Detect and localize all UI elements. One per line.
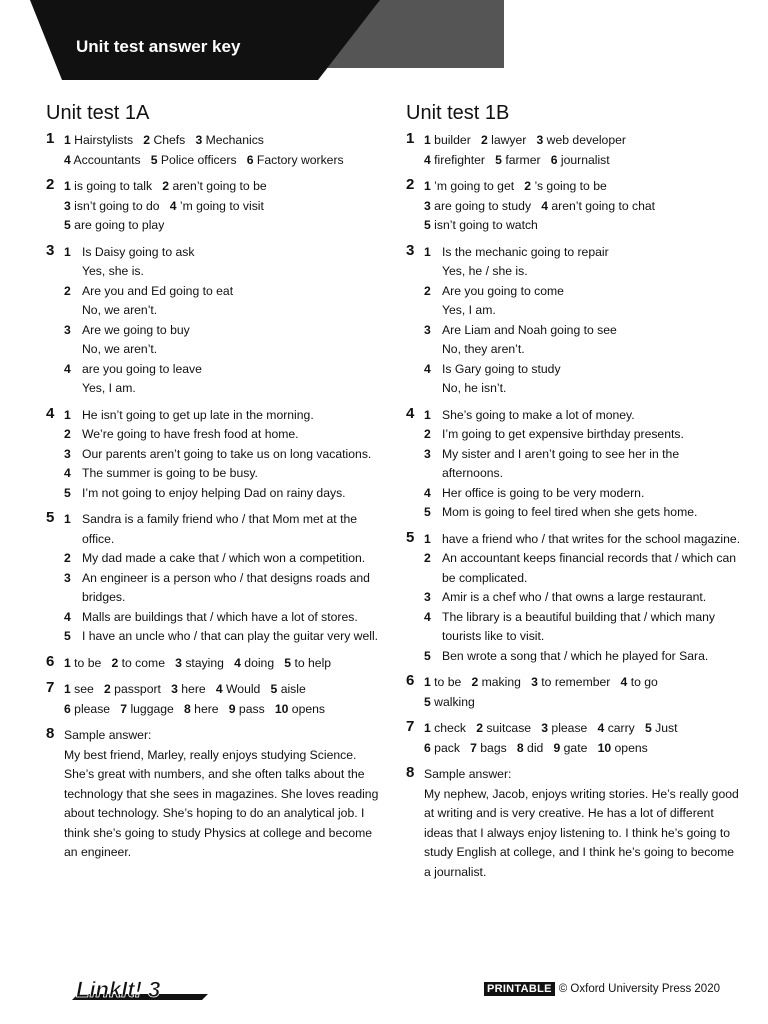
- answer-item: [424, 647, 741, 667]
- answer-line: [424, 719, 741, 739]
- question-7: [406, 719, 741, 758]
- short-answer: Yes, he / she is.: [442, 264, 528, 278]
- item-number: 3: [424, 198, 431, 213]
- answer-line: [424, 673, 741, 693]
- item-number: 5: [424, 505, 431, 519]
- answer-line: [64, 197, 381, 217]
- item-number: 2: [476, 721, 483, 735]
- item-number: 1: [64, 682, 71, 696]
- linkit-logo: [62, 974, 210, 1002]
- footer-copyright: [484, 982, 720, 996]
- answer: luggage: [130, 701, 174, 716]
- answer: passport: [114, 682, 161, 696]
- answer-line: [424, 151, 741, 171]
- answer: to be: [434, 675, 462, 689]
- item-number: 5: [424, 694, 431, 709]
- question-number: 8: [406, 764, 415, 781]
- question-number: 2: [406, 176, 415, 193]
- answer: Sandra is a family friend who / that Mom met at the office.: [82, 512, 358, 546]
- item-number: 2: [111, 655, 119, 670]
- answer: I’m going to get expensive birthday presents.: [442, 427, 684, 441]
- item-number: 2: [424, 427, 431, 441]
- question-8: [46, 726, 381, 863]
- answer-item: [64, 569, 381, 608]
- item-number: 9: [553, 740, 561, 755]
- answer: Accountants: [73, 152, 141, 167]
- item-number: 7: [120, 701, 128, 716]
- question-number: 7: [406, 718, 415, 735]
- answer-item: [64, 608, 381, 628]
- item-number: 7: [470, 740, 477, 755]
- question-text: Are we going to buy: [82, 322, 190, 337]
- answer-line: [424, 216, 741, 236]
- answer: bags: [480, 740, 507, 755]
- item-number: 4: [64, 609, 71, 624]
- item-number: 4: [64, 152, 71, 167]
- question-3: [46, 243, 381, 399]
- question-1: [406, 131, 741, 170]
- item-number: 5: [284, 655, 292, 670]
- item-number: 1: [424, 133, 431, 147]
- answer: ’m going to get: [434, 179, 515, 193]
- answer-item: [64, 627, 381, 647]
- answer-item: [424, 406, 741, 426]
- question-6: [406, 673, 741, 712]
- answer-line: [64, 680, 381, 700]
- short-answer: Yes, she is.: [82, 264, 144, 278]
- page-title: Unit test answer key: [76, 37, 241, 56]
- answer-line: [424, 197, 741, 217]
- item-number: 5: [424, 648, 431, 663]
- answer: opens: [614, 740, 648, 755]
- question-text: Is the mechanic going to repair: [442, 244, 609, 259]
- answer: Would: [226, 682, 261, 696]
- answer: Mom is going to feel tired when she gets home.: [442, 505, 698, 519]
- answer-line: [64, 177, 381, 197]
- item-number: 4: [169, 198, 177, 213]
- answer: Amir is a chef who / that owns a large restaurant.: [442, 590, 707, 604]
- answer: Hairstylists: [74, 133, 134, 147]
- answer-item: [424, 445, 741, 484]
- item-number: 1: [64, 244, 71, 259]
- item-number: 4: [424, 485, 431, 500]
- answer-item: [424, 530, 741, 550]
- answer: gate: [563, 740, 588, 755]
- unit-title: Unit test 1B: [406, 102, 510, 124]
- question-text: Are you going to come: [442, 283, 564, 298]
- item-number: 10: [597, 740, 612, 755]
- question-number: 1: [46, 130, 55, 147]
- item-number: 1: [64, 407, 71, 422]
- item-number: 1: [64, 179, 71, 193]
- sample-answer-text: My best friend, Marley, really enjoys studying Science. She’s great with numbers, and she often talks about the technology that she sees in magazines. She loves reading about technology. She’s hoping to do an analytical job. I think she’s going to study Physics at college and become an engineer.: [64, 747, 379, 859]
- item-number: 3: [195, 133, 203, 147]
- item-number: 4: [64, 361, 71, 376]
- answer-line: [424, 131, 741, 151]
- answer: The library is a beautiful building that / which many tourists like to visit.: [442, 609, 716, 643]
- item-number: 3: [171, 682, 178, 696]
- question-number: 4: [46, 404, 55, 422]
- item-number: 2: [104, 682, 111, 696]
- question-3: [406, 243, 741, 399]
- question-number: 3: [46, 241, 55, 259]
- answer-item: [424, 608, 741, 647]
- answer-item: [64, 464, 381, 484]
- answer: Factory workers: [256, 152, 344, 167]
- item-number: 6: [246, 152, 254, 167]
- item-number: 2: [143, 133, 151, 147]
- answer: doing: [244, 655, 275, 670]
- answer-line: [64, 654, 381, 674]
- item-number: 8: [516, 740, 524, 755]
- answer: check: [434, 721, 467, 735]
- question-7: [46, 680, 381, 719]
- item-number: 1: [64, 512, 71, 526]
- answer: My dad made a cake that / which won a competition.: [82, 551, 366, 565]
- answer: see: [74, 682, 94, 696]
- answer: carry: [607, 721, 635, 735]
- answer: to remember: [541, 675, 611, 689]
- answer-line: [64, 700, 381, 720]
- item-number: 1: [424, 407, 431, 422]
- answer: Her office is going to be very modern.: [442, 485, 645, 500]
- copyright-text: © Oxford University Press 2020: [558, 983, 720, 995]
- answer: to help: [294, 655, 332, 670]
- question-number: 1: [406, 130, 415, 147]
- question-4: [46, 406, 381, 504]
- answer-item: [424, 321, 741, 360]
- short-answer: No, they aren’t.: [442, 342, 525, 356]
- answer: opens: [291, 701, 326, 716]
- answer: Police officers: [160, 152, 237, 167]
- answer: pass: [238, 701, 265, 716]
- item-number: 3: [424, 590, 431, 604]
- item-number: 5: [150, 152, 158, 167]
- item-number: 3: [64, 446, 71, 461]
- answer: making: [481, 675, 521, 689]
- item-number: 4: [597, 721, 605, 735]
- answer: aren’t going to chat: [551, 198, 656, 213]
- answer: here: [194, 701, 219, 716]
- item-number: 1: [64, 655, 71, 670]
- answer: to come: [121, 655, 165, 670]
- unit-title: Unit test 1A: [46, 102, 150, 124]
- short-answer: No, we aren’t.: [82, 303, 158, 317]
- answer: web developer: [546, 133, 626, 147]
- question-2: [46, 177, 381, 236]
- question-text: Are you and Ed going to eat: [82, 283, 234, 298]
- question-number: 6: [406, 672, 415, 689]
- question-1: [46, 131, 381, 170]
- answer-item: [64, 445, 381, 465]
- item-number: 2: [524, 179, 532, 193]
- question-6: [46, 654, 381, 674]
- answer: Ben wrote a song that / which he played for Sara.: [442, 648, 709, 663]
- answer: I’m not going to enjoy helping Dad on rainy days.: [82, 485, 346, 500]
- item-number: 6: [64, 701, 71, 716]
- item-number: 4: [424, 152, 431, 167]
- answer: I have an uncle who / that can play the guitar very well.: [82, 629, 379, 643]
- answer-item: [424, 243, 741, 282]
- question-5: [46, 510, 381, 647]
- answer: suitcase: [486, 721, 532, 735]
- answer-item: [64, 243, 381, 282]
- item-number: 3: [175, 655, 182, 670]
- answer: here: [181, 682, 206, 696]
- short-answer: No, we aren’t.: [82, 342, 158, 356]
- item-number: 4: [215, 682, 223, 696]
- item-number: 1: [424, 721, 431, 735]
- item-number: 5: [644, 721, 652, 735]
- answer: please: [74, 701, 111, 716]
- answer-item: [424, 360, 741, 399]
- answer: to go: [630, 675, 658, 689]
- answer-line: [64, 131, 381, 151]
- answer-item: [64, 321, 381, 360]
- answer: lawyer: [491, 133, 527, 147]
- answer: isn’t going to watch: [434, 218, 538, 232]
- logo-text: LinkIt! 3: [76, 977, 161, 1002]
- item-number: 3: [424, 446, 431, 461]
- question-text: are you going to leave: [82, 361, 202, 376]
- question-text: Are Liam and Noah going to see: [442, 322, 617, 337]
- item-number: 2: [424, 551, 431, 565]
- item-number: 3: [424, 322, 431, 337]
- item-number: 4: [541, 198, 549, 213]
- answer-item: [424, 484, 741, 504]
- answer: walking: [434, 694, 475, 709]
- answer: have a friend who / that writes for the school magazine.: [442, 531, 741, 546]
- answer-item: [424, 282, 741, 321]
- short-answer: Yes, I am.: [82, 381, 136, 395]
- question-4: [406, 406, 741, 523]
- item-number: 1: [64, 133, 71, 147]
- item-number: 5: [424, 218, 431, 232]
- item-number: 3: [541, 721, 549, 735]
- answer-item: [424, 425, 741, 445]
- answer: The summer is going to be busy.: [82, 466, 258, 480]
- answer: are going to play: [74, 218, 165, 232]
- item-number: 1: [424, 675, 431, 689]
- item-number: 2: [471, 675, 479, 689]
- sample-answer-text: My nephew, Jacob, enjoys writing stories. He’s really good at writing and is very creative. He has a lot of different ideas that I always enjoy listening to. I think he’s going to study English at college, and I think he’s going to become a journalist.: [424, 786, 739, 879]
- answer-item: [64, 510, 381, 549]
- item-number: 5: [64, 485, 71, 500]
- answer: An accountant keeps financial records that / which can be complicated.: [442, 551, 737, 585]
- item-number: 2: [64, 427, 71, 441]
- item-number: 4: [64, 466, 71, 480]
- short-answer: Yes, I am.: [442, 303, 496, 317]
- answer-item: [424, 503, 741, 523]
- question-number: 5: [406, 528, 415, 546]
- item-number: 3: [64, 322, 71, 337]
- answer-line: [64, 151, 381, 171]
- answer-line: [424, 693, 741, 713]
- answer-item: [64, 282, 381, 321]
- answer-line: [424, 739, 741, 759]
- item-number: 2: [64, 283, 71, 298]
- item-number: 4: [234, 655, 241, 670]
- question-number: 3: [406, 241, 415, 259]
- answer: Chefs: [153, 133, 186, 147]
- answer-item: [424, 588, 741, 608]
- question-number: 4: [406, 404, 415, 422]
- answer: firefighter: [434, 152, 485, 167]
- question-number: 2: [46, 176, 55, 193]
- question-number: 7: [46, 679, 55, 696]
- item-number: 4: [620, 675, 628, 689]
- answer: did: [527, 740, 544, 755]
- item-number: 4: [424, 609, 431, 624]
- item-number: 3: [64, 198, 71, 213]
- answer: to be: [74, 655, 102, 670]
- item-number: 1: [424, 531, 431, 546]
- question-number: 6: [46, 652, 55, 670]
- answer: journalist: [560, 152, 610, 167]
- question-number: 5: [46, 509, 55, 526]
- question-number: 8: [46, 725, 55, 742]
- answer: is going to talk: [74, 179, 153, 193]
- item-number: 2: [162, 179, 170, 193]
- item-number: 10: [274, 701, 289, 716]
- answer: ’s going to be: [534, 179, 607, 193]
- answer-item: [64, 360, 381, 399]
- item-number: 2: [64, 551, 71, 565]
- answer: My sister and I aren’t going to see her in the afternoons.: [442, 446, 680, 480]
- answer: isn’t going to do: [74, 198, 160, 213]
- answer: He isn’t going to get up late in the morning.: [82, 407, 314, 422]
- answer-item: [64, 484, 381, 504]
- question-text: Is Daisy going to ask: [82, 244, 195, 259]
- item-number: 2: [424, 283, 431, 298]
- answer: aren’t going to be: [172, 179, 267, 193]
- answer-item: [64, 425, 381, 445]
- unit-test-1a: [46, 100, 381, 870]
- item-number: 6: [424, 740, 431, 755]
- answer-item: [64, 549, 381, 569]
- answer: Mechanics: [205, 133, 264, 147]
- item-number: 9: [228, 701, 236, 716]
- unit-test-1b: [406, 100, 741, 889]
- sample-label: Sample answer:: [424, 767, 512, 781]
- answer-line: [424, 177, 741, 197]
- item-number: 4: [424, 361, 431, 376]
- answer: Our parents aren’t going to take us on long vacations.: [82, 446, 372, 461]
- item-number: 3: [531, 675, 538, 689]
- answer-item: [424, 549, 741, 588]
- item-number: 5: [64, 218, 71, 232]
- question-2: [406, 177, 741, 236]
- item-number: 1: [424, 179, 431, 193]
- answer: aisle: [280, 682, 306, 696]
- question-text: Is Gary going to study: [442, 361, 561, 376]
- question-8: [406, 765, 741, 882]
- item-number: 8: [184, 701, 191, 716]
- question-5: [406, 530, 741, 667]
- sample-label: Sample answer:: [64, 728, 152, 742]
- answer: Malls are buildings that / which have a lot of stores.: [82, 609, 358, 624]
- item-number: 3: [536, 133, 544, 147]
- item-number: 2: [480, 133, 488, 147]
- answer: builder: [434, 133, 471, 147]
- answer: please: [551, 721, 588, 735]
- short-answer: No, he isn’t.: [442, 381, 507, 395]
- item-number: 6: [550, 152, 558, 167]
- answer: farmer: [505, 152, 541, 167]
- item-number: 5: [270, 682, 278, 696]
- answer: are going to study: [434, 198, 532, 213]
- item-number: 1: [424, 244, 431, 259]
- answer: We’re going to have fresh food at home.: [82, 427, 299, 441]
- answer: An engineer is a person who / that designs roads and bridges.: [82, 570, 370, 604]
- answer: Just: [655, 721, 678, 735]
- answer: She’s going to make a lot of money.: [442, 407, 635, 422]
- item-number: 3: [64, 570, 71, 585]
- answer: ’m going to visit: [179, 198, 264, 213]
- answer: pack: [434, 740, 460, 755]
- printable-badge: PRINTABLE: [484, 982, 555, 996]
- item-number: 5: [64, 629, 71, 643]
- answer-line: [64, 216, 381, 236]
- answer: staying: [185, 655, 224, 670]
- item-number: 5: [495, 152, 502, 167]
- answer-item: [64, 406, 381, 426]
